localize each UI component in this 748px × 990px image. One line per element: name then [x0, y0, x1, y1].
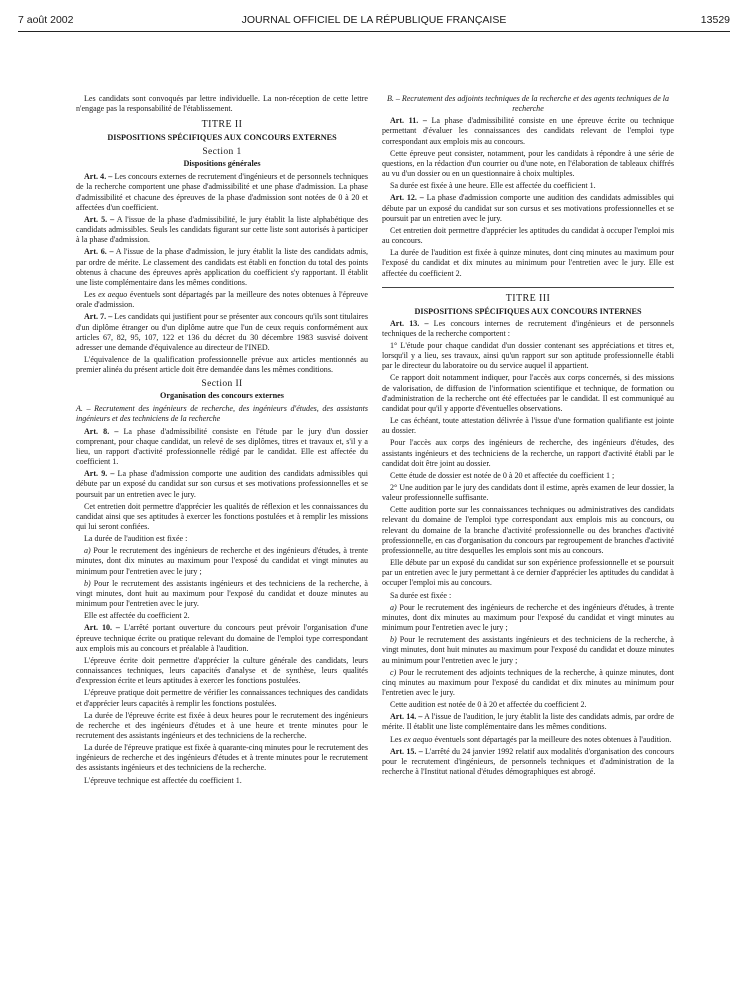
paragraph: 2° Une audition par le jury des candidats dont il estime, après examen de leur dossier, la valeur professionnelle suffisante.	[382, 483, 674, 503]
paragraph: Cette étude de dossier est notée de 0 à 20 et affectée du coefficient 1 ;	[390, 470, 615, 480]
paragraph: Les ex aequo éventuels sont départagés par la meilleure des notes obtenues à l'épreuve orale d'admission.	[76, 290, 368, 310]
article-12: Art. 12. – La phase d'admission comporte une audition des candidats admissibles qui débute par un exposé du candidat sur son cursus et ses motivations professionnelles et se poursuit par un entretien avec le jury.	[382, 193, 675, 223]
paragraph: L'épreuve pratique doit permettre de vérifier les connaissances techniques des candidats et d'apprécier leurs capacités à remplir les fonctions postulées.	[76, 688, 368, 708]
article-15: Art. 15. – L'arrêté du 24 janvier 1992 relatif aux modalités d'organisation des concours pour le recrutement d'ingénieurs, de personnels techniques et d'administration de la recherche à l'Institut national d'études démographiques est abrogé.	[382, 746, 674, 777]
article-4: Art. 4. – Les concours externes de recrutement d'ingénieurs et de personnels techniques de la recherche comportent une phase d'admissibilité et une phase d'admission. La phase d'admissibilité et chacune des épreuves de la phase d'admission sont notées de 0 à 20 et affectées d'un coefficient.	[76, 172, 369, 212]
article-5: Art. 5. – A l'issue de la phase d'admissibilité, le jury établit la liste alphabétique des candidats admissibles. Seuls les candidats figurant sur cette liste sont autorisés à participer à la phase d'admission.	[76, 214, 369, 245]
page-header	[18, 14, 730, 30]
titre-heading: TITRE II	[201, 119, 243, 131]
paragraph: Cet entretien doit permettre d'apprécier les qualités de réflexion et les connaissances du candidat ainsi que ses aptitudes à exercer les fonctions postulées et à remplir les missions qui lui seront confiées.	[76, 501, 368, 531]
separator-rule	[382, 287, 674, 288]
article-9: Art. 9. – La phase d'admission comporte une audition des candidats admissibles qui débute par un exposé du candidat sur son cursus et ses motivations professionnelles et se poursuit par un entretien avec le jury.	[76, 469, 368, 499]
titre-heading: TITRE III	[505, 292, 551, 304]
right-column	[382, 94, 674, 779]
paragraph: b) Pour le recrutement des assistants ingénieurs et des techniciens de la recherche, à vingt minutes, dont huit minutes au maximum pour l'exposé du candidat et douze minutes au minimum pour l'entretien avec le jury ;	[382, 635, 674, 665]
article-10: Art. 10. – L'arrêté portant ouverture du concours peut prévoir l'organisation d'une épreuve technique écrite ou pratique relevant du domaine de l'emploi type correspondant aux emplois mis au concours et préalable à l'audition.	[76, 623, 368, 653]
subsection-heading: B. – Recrutement des adjoints techniques de la recherche et des agents techniques de la recherche	[386, 94, 670, 114]
paragraph: Pour l'accès aux corps des ingénieurs de recherche, des ingénieurs d'études, des assistants ingénieurs et des techniciens de la recherche, un rapport d'activité établi par le candidat doit être joint au dossier.	[382, 438, 674, 468]
paragraph: Sa durée est fixée à une heure. Elle est affectée du coefficient 1.	[390, 181, 596, 191]
paragraph: L'épreuve écrite doit permettre d'apprécier la culture générale des candidats, leurs connaissances techniques, leurs capacités d'analyse et de synthèse, leurs qualités d'expression écrite et leurs aptitudes à exercer les fonctions postulées.	[76, 655, 368, 686]
paragraph: L'équivalence de la qualification professionnelle prévue aux articles mentionnés au premier alinéa du présent article doit être demandée dans les mêmes conditions.	[76, 354, 368, 375]
paragraph: L'épreuve technique est affectée du coefficient 1.	[84, 775, 242, 785]
article-7: Art. 7. – Les candidats qui justifient pour se présenter aux concours qu'ils sont titulaires d'un diplôme étranger ou d'un diplôme autre que l'un de ceux requis conformément aux articles 67, 82, 95, 107, 122 et 136 du décret du 30 décembre 1983 susvisé doivent adresser une demande d'équivalence au directeur de l'INED.	[76, 312, 369, 352]
header-page-number: 13529	[700, 14, 730, 26]
paragraph: b) Pour le recrutement des assistants ingénieurs et des techniciens de la recherche, à vingt minutes, dont huit au maximum pour l'exposé du candidat et douze minutes au minimum pour l'entretien avec le jury.	[76, 578, 368, 609]
paragraph: a) Pour le recrutement des ingénieurs de recherche et des ingénieurs d'études, à trente minutes, dont dix minutes au maximum pour l'exposé du candidat et vingt minutes au minimum pour l'entretien avec le jury ;	[76, 546, 368, 576]
paragraph: 1° L'étude pour chaque candidat d'un dossier contenant ses appréciations et titres et, lorsqu'il y a lieu, ses travaux, ainsi qu'un rapport sur son aptitude professionnelle établi par le directeur du laboratoire ou du service auquel il appartient.	[382, 340, 674, 371]
header-rule	[18, 31, 730, 32]
article-13: Art. 13. – Les concours internes de recrutement d'ingénieurs et de personnels techniques de la recherche comportent :	[382, 318, 674, 338]
paragraph: Cette audition est notée de 0 à 20 et affectée du coefficient 2.	[390, 700, 587, 710]
paragraph: Les ex aequo éventuels sont départagés par la meilleure des notes obtenues à l'audition.	[390, 734, 672, 744]
paragraph: Ce rapport doit notamment indiquer, pour l'accès aux corps concernés, si des missions de valorisation, de diffusion de l'information scientifique et technique, de formation ou d'administration de la recherche ont été effectuées par le candidat. Il est communiqué au candidat pour qu'il y apporte d'éventuelles observations.	[382, 373, 674, 413]
left-column	[76, 94, 368, 788]
section-heading: Section II	[201, 379, 243, 390]
header-date: 7 août 2002	[18, 14, 74, 26]
paragraph: Cet entretien doit permettre d'apprécier les aptitudes du candidat à occuper l'emploi mis au concours.	[382, 225, 674, 246]
paragraph: Cette épreuve peut consister, notamment, pour les candidats à répondre à une série de questions, en la rédaction d'un courrier ou d'une note, en l'élaboration de tableaux chiffrés au vu d'un dossier ou en un questionnaire à choix multiples.	[382, 148, 674, 179]
titre-subheading: DISPOSITIONS SPÉCIFIQUES AUX CONCOURS EXTERNES	[107, 133, 337, 143]
paragraph: Cette audition porte sur les connaissances techniques ou administratives des candidats relevant du domaine de l'emploi type correspondant aux emplois mis au concours, ou relevant du domaine de la branche d'activité professionnelle ou des branches d'activité professionnelle, en cas d'organisation du concours par regroupement de branches d'activité professionnelle, au titre desquelles les emplois sont mis au concours.	[382, 505, 674, 555]
paragraph: Sa durée est fixée :	[390, 590, 452, 600]
paragraph: a) Pour le recrutement des ingénieurs de recherche et des ingénieurs d'études, à trente minutes, dont dix minutes au maximum pour l'exposé du candidat et vingt minutes au minimum pour l'entretien avec le jury ;	[382, 602, 674, 633]
article-11: Art. 11. – La phase d'admissibilité consiste en une épreuve écrite ou technique permettant d'évaluer les connaissances des candidats relevant de l'emploi type correspondant aux emplois mis au concours.	[382, 116, 674, 146]
paragraph: La durée de l'épreuve écrite est fixée à deux heures pour le recrutement des ingénieurs de recherche et des ingénieurs d'études et à une heure et trente minutes pour le recrutement des assistants ingénieurs et des techniciens de la recherche.	[76, 710, 368, 740]
paragraph: La durée de l'audition est fixée à quinze minutes, dont cinq minutes au maximum pour l'exposé du candidat et dix minutes au minimum pour l'entretien avec le jury. Elle est affectée du coefficient 2.	[382, 248, 674, 278]
article-8: Art. 8. – La phase d'admissibilité consiste en l'étude par le jury d'un dossier comprenant, pour chaque candidat, un relevé de ses diplômes, titres et travaux et, s'il y a lieu, un rapport d'activité professionnelle rédigé par le candidat. Elle est affectée du coefficient 1.	[76, 426, 368, 467]
article-6: Art. 6. – A l'issue de la phase d'admission, le jury établit la liste des candidats admis, par ordre de mérite. Le classement des candidats est établi en fonction du total des points obtenus à chacune des épreuves après application du coefficient s'y rapportant. Il établit une liste complémentaire dans les mêmes conditions.	[76, 247, 369, 287]
section-subheading: Organisation des concours externes	[160, 391, 284, 401]
paragraph: Elle est affectée du coefficient 2.	[84, 611, 190, 621]
subsection-heading: A. – Recrutement des ingénieurs de recherche, des ingénieurs d'études, des assistants ingénieurs et des techniciens de la recherche	[76, 404, 368, 424]
header-journal-title: JOURNAL OFFICIEL DE LA RÉPUBLIQUE FRANÇAISE	[241, 14, 507, 26]
section-heading: Section 1	[202, 147, 242, 158]
paragraph: Les candidats sont convoqués par lettre individuelle. La non-réception de cette lettre n'engage pas la responsabilité de l'établissement.	[76, 94, 368, 114]
paragraph: La durée de l'épreuve pratique est fixée à quarante-cinq minutes pour le recrutement des ingénieurs de recherche et des ingénieurs d'études et à trente minutes pour le recrutement des assistants ingénieurs et des techniciens de la recherche.	[76, 743, 368, 773]
paragraph: c) Pour le recrutement des adjoints techniques de la recherche, à quinze minutes, dont cinq minutes au maximum pour l'exposé du candidat et dix minutes au minimum pour l'entretien avec le jury.	[382, 667, 674, 697]
titre-subheading: DISPOSITIONS SPÉCIFIQUES AUX CONCOURS INTERNES	[414, 306, 642, 316]
paragraph: La durée de l'audition est fixée :	[84, 534, 188, 544]
article-14: Art. 14. – A l'issue de l'audition, le jury établit la liste des candidats admis, par ordre de mérite. Il établit une liste complémentaire dans les mêmes conditions.	[382, 712, 674, 732]
paragraph: Le cas échéant, toute attestation délivrée à l'issue d'une formation qualifiante est jointe au dossier.	[382, 416, 674, 436]
section-subheading: Dispositions générales	[183, 159, 261, 169]
paragraph: Elle débute par un exposé du candidat sur son expérience professionnelle et se poursuit par un entretien avec le jury permettant à ce dernier d'apprécier les aptitudes du candidat à occuper l'emploi mis au concours.	[382, 558, 674, 588]
